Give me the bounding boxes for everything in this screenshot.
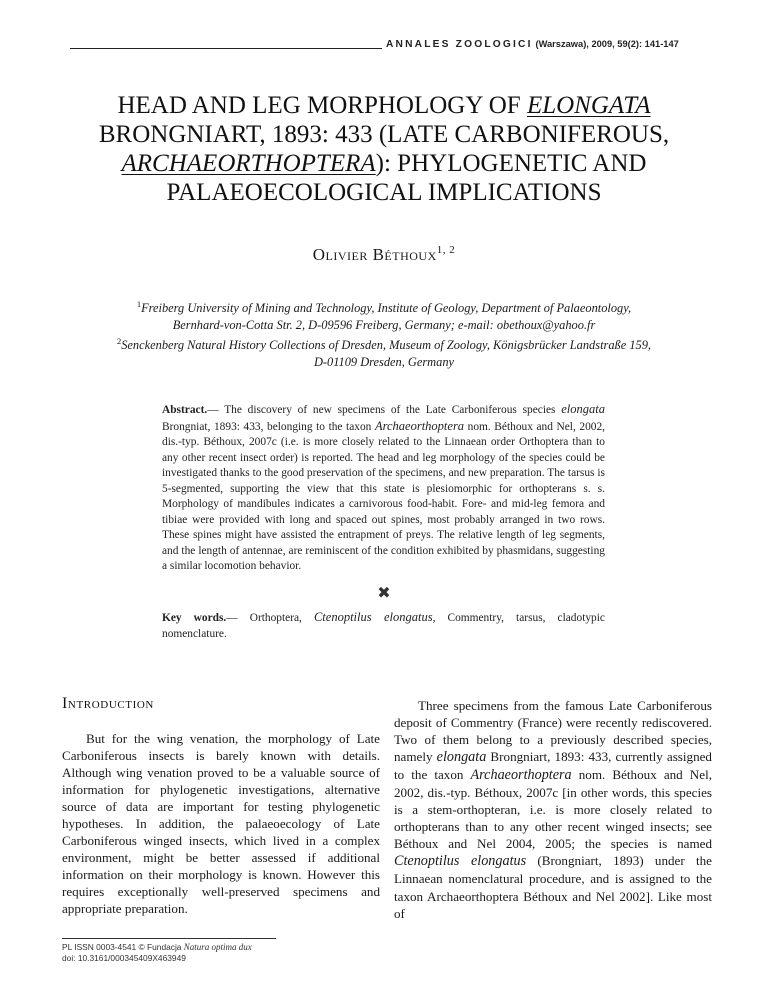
right-seg3: nom. Béthoux and Nel, 2002, dis.-typ. Béthoux, 2007c [in other words, this species is a stem-orthopteran, i.e. is more closely related to orthopterans than to any other recent winged insects; see Béthoux and Nel 2004, 2005; the species is named — [394, 767, 712, 852]
right-seg1: Three specimens from the famous Late Carboniferous deposit of Commentry (France) were recently rediscovered. Two of them belong to a previously described species, namely — [394, 698, 712, 765]
abstract-taxon-elongata: elongata — [561, 402, 605, 416]
author — [60, 244, 708, 265]
footnote-doi: doi: 10.3161/000345409X463949 — [62, 952, 186, 963]
running-head — [386, 39, 706, 50]
abstract-seg2: Brongniat, 1893: 433, belonging to the taxon — [162, 420, 375, 433]
article-title — [60, 91, 708, 207]
title-part2: BRONGNIART, 1893: 433 (LATE CARBONIFEROUS, — [98, 121, 670, 148]
title-part3: ): PHYLOGENETIC AND PALAEOECOLOGICAL IMPLICATIONS — [166, 150, 647, 206]
footnote-issn-text: PL ISSN 0003-4541 © Fundacja — [62, 942, 184, 952]
abstract-label: Abstract. — [162, 404, 208, 416]
right-seg2: Brongniart, 1893: 433, currently assigned to the taxon — [394, 749, 712, 783]
keywords-seg2: , Commentry, tarsus, cladotypic nomenclature. — [162, 612, 605, 640]
abstract-seg1: The discovery of new specimens of the Late Carboniferous species — [224, 404, 562, 416]
abstract — [162, 402, 605, 575]
keywords-label: Key words. — [162, 612, 227, 624]
keywords-dash: — — [226, 612, 250, 624]
right-taxon-ctenoptilus: Ctenoptilus elongatus — [394, 853, 527, 870]
footnote-rule — [62, 938, 276, 939]
journal-name: ANNALES ZOOLOGICI — [386, 39, 533, 50]
affiliation-2-number: 2 — [116, 336, 122, 346]
introduction-paragraph: But for the wing venation, the morphology of Late Carboniferous insects is barely known with details. Although wing venation proved to be a valuable source of information for phylogenetic investigations, alternative source of data are important for testing phylogenetic hypotheses. In addition, the palaeoecology of Late Carboniferous winged insects, which lived in a complex environment, might be better assessed if additional information on their morphology is known. However this requires exceptionally well-preserved specimens and appropriate preparation. — [62, 731, 380, 917]
right-taxon-archaeorthoptera: Archaeorthoptera — [470, 767, 572, 784]
footnote-issn — [62, 942, 362, 953]
keywords-seg1: Orthoptera, — [249, 612, 314, 624]
affiliation-1-number: 1 — [136, 299, 142, 309]
affiliation-2-text: Senckenberg Natural History Collections of Dresden, Museum of Zoology, Königsbrücker Landstraße 159, D-01109 Dresden, Germany — [121, 338, 652, 369]
introduction-heading: Introduction — [62, 695, 154, 712]
footnote — [62, 942, 362, 963]
affiliations — [110, 296, 658, 370]
keywords — [162, 610, 605, 642]
keywords-taxon: Ctenoptilus elongatus — [313, 610, 433, 624]
affiliation-1-text: Freiberg University of Mining and Technology, Institute of Geology, Department of Palaeontology, Bernhard-von-Cotta Str. 2, D-09596 Freiberg, Germany; e-mail: obethoux@yahoo.fr — [141, 301, 632, 332]
header-rule — [70, 48, 382, 49]
journal-volume: (Warszawa), 2009, 59(2): 141-147 — [535, 39, 679, 49]
right-taxon-elongata: elongata — [436, 749, 487, 766]
abstract-dash: — — [207, 404, 225, 416]
right-seg4: (Brongniart, 1893) under the Linnaean nomenclatural procedure, and is assigned to the taxon Archaeorthoptera Béthoux and Nel 2002]. Like most of — [394, 853, 712, 921]
right-column-paragraph — [394, 697, 712, 922]
abstract-seg3: nom. Béthoux and Nel, 2002, dis.-typ. Béthoux, 2007c (i.e. is more closely related to the Linnaean order Orthoptera than to any other recent insect order) is reported. The head and leg morphology of the species could be investigated thanks to the good preservation of the specimens, and new preparation. The tarsus is 5-segmented, supporting the view that this state is plesiomorphic for orthopterans s. s. Morphology of mandibules indicates a carnivorous food-habit. Fore- and mid-leg femora and tibiae were provided with long and spaced out spines, most probably arranged in two rows. These spines might have assisted the entrapment of preys. The relative length of leg segments, and the length of antennae, are reminiscent of the condition exhibited by phasmidans, suggesting a similar locomotion behavior. — [162, 420, 606, 573]
abstract-taxon-archaeorthoptera: Archaeorthoptera — [374, 418, 465, 433]
affiliation-1 — [110, 296, 658, 333]
title-taxon-archaeorthoptera: ARCHAEORTHOPTERA — [121, 150, 376, 177]
title-taxon-elongata: ELONGATA — [526, 92, 651, 119]
title-part1: HEAD AND LEG MORPHOLOGY OF — [117, 92, 527, 119]
author-superscript: 1, 2 — [436, 244, 456, 256]
footnote-motto: Natura optima dux — [183, 942, 252, 952]
affiliation-2 — [110, 333, 658, 370]
author-name: Olivier Béthoux — [312, 245, 437, 264]
ornament-icon: ✖ — [377, 585, 391, 602]
